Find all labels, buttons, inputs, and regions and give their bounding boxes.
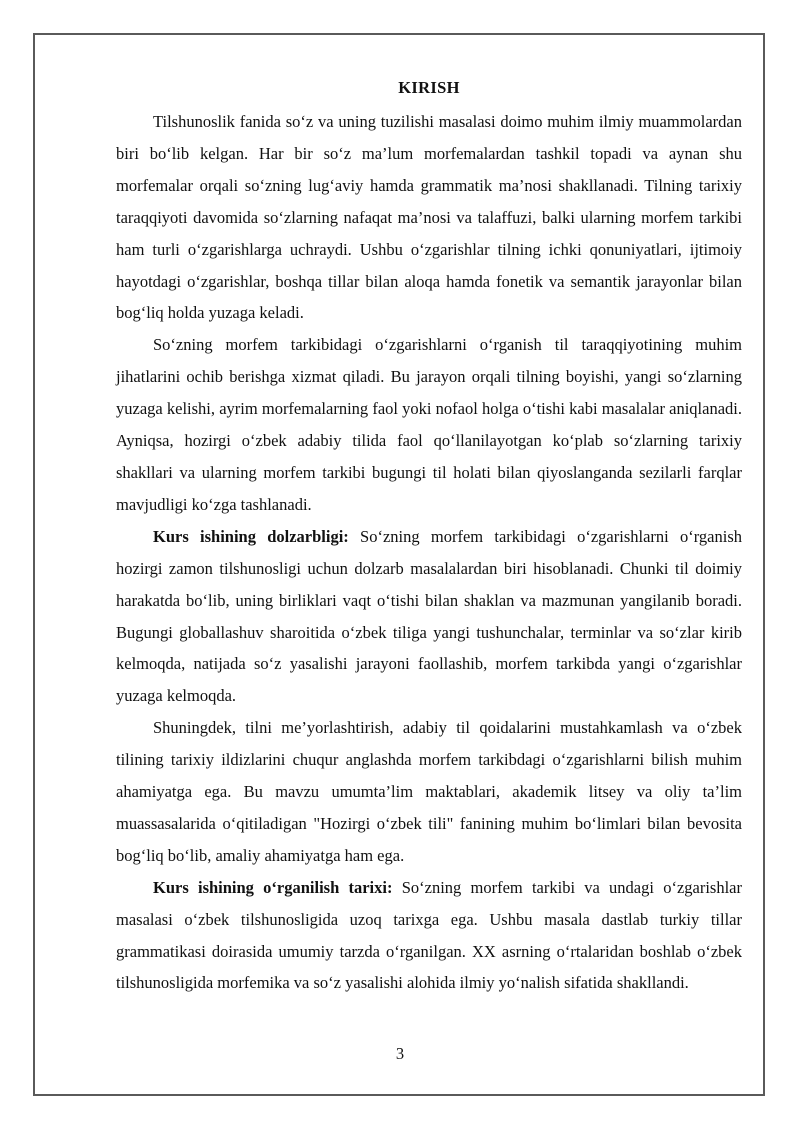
paragraph-relevance [116, 521, 742, 712]
paragraph-normalization [116, 712, 742, 872]
paragraph-text: So‘zning morfem tarkibidagi o‘zgarishlarni o‘rganish til taraqqiyotining muhim jihatlarini ochib berishga xizmat qiladi. Bu jarayon orqali tilning boyishi, yangi so‘zlarning yuzaga kelishi, ayrim morfemalarning faol yoki nofaol holga o‘tishi kabi masalalar aniqlanadi. Ayniqsa, hozirgi o‘zbek adabiy tilida faol qo‘llanilayotgan ko‘plab so‘zlarning tarixiy shakllari va ularning morfem tarkibi bugungi til holati bilan qiyoslanganda sezilarli farqlar mavjudligi ko‘zga tashlanadi. [116, 335, 742, 514]
paragraph-morpheme-study [116, 329, 742, 520]
paragraph-lead-heading: Kurs ishining o‘rganilish tarixi: [153, 877, 393, 897]
paragraph-lead-heading: Kurs ishining dolzarbligi: [153, 526, 349, 546]
paragraph-text: Tilshunoslik fanida so‘z va uning tuzilishi masalasi doimo muhim ilmiy muammolardan biri bo‘lib kelgan. Har bir so‘z ma’lum morfemalardan tashkil topadi va aynan shu morfemalar orqali so‘zning lug‘aviy hamda grammatik ma’nosi shakllanadi. Tilning tarixiy taraqqiyoti davomida so‘zlarning nafaqat ma’nosi va talaffuzi, balki ularning morfem tarkibi ham turli o‘zgarishlarga uchraydi. Ushbu o‘zgarishlar tilning ichki qonuniyatlari, ijtimoiy hayotdagi o‘zgarishlar, boshqa tillar bilan aloqa hamda fonetik va semantik jarayonlar bilan bog‘liq holda yuzaga keladi. [116, 112, 742, 323]
paragraph-text: So‘zning morfem tarkibi va undagi o‘zgarishlar masalasi o‘zbek tilshunosligida uzoq tarixga ega. Ushbu masala dastlab turkiy tillar grammatikasi doirasida umumiy tarzda o‘rganilgan. XX asrning o‘rtalaridan boshlab o‘zbek tilshunosligida morfemika va so‘z yasalishi alohida ilmiy yo‘nalish sifatida shakllandi. [116, 877, 742, 993]
document-body [116, 76, 742, 999]
page-number: 3 [395, 1044, 405, 1063]
paragraph-intro [116, 106, 742, 329]
paragraph-text: So‘zning morfem tarkibidagi o‘zgarishlarni o‘rganish hozirgi zamon tilshunosligi uchun dolzarb masalalardan biri hisoblanadi. Chunki til doimiy harakatda bo‘lib, uning birliklari vaqt o‘tishi bilan shaklan va mazmunan yangilanib boradi. Bugungi globallashuv sharoitida o‘zbek tiliga yangi tushunchalar, terminlar va so‘zlar kirib kelmoqda, natijada so‘z yasalishi jarayoni faollashib, morfem tarkibda yangi o‘zgarishlar yuzaga kelmoqda. [116, 526, 742, 706]
paragraph-text: Shuningdek, tilni me’yorlashtirish, adabiy til qoidalarini mustahkamlash va o‘zbek tilining tarixiy ildizlarini chuqur anglashda morfem tarkibdagi o‘zgarishlarni bilish muhim ahamiyatga ega. Bu mavzu umumta’lim maktablari, akademik litsey va oliy ta’lim muassasalarida o‘qitiladigan "Hozirgi o‘zbek tili" fanining muhim bo‘limlari bilan bevosita bog‘liq bo‘lib, amaliy ahamiyatga ham ega. [116, 718, 742, 865]
page-title: KIRISH [398, 78, 460, 97]
paragraph-research-history [116, 872, 742, 1000]
